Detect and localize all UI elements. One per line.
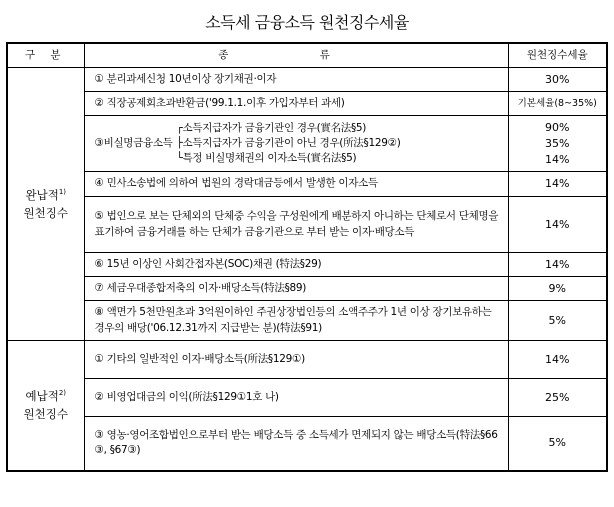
sub-item: ┌소득지급자가 금융기관인 경우(實名法§5) bbox=[176, 121, 367, 134]
item-nonreal-name bbox=[84, 116, 508, 172]
item-label: ③비실명금융소득 bbox=[94, 136, 173, 149]
item-rate: 14% bbox=[508, 197, 607, 253]
item-text: ③ 영농·영어조합법인으로부터 받는 배당소득 중 소득세가 면제되지 않는 배당소득(特法§66 ③, §67③) bbox=[84, 417, 508, 471]
table-row bbox=[7, 301, 607, 341]
table-row bbox=[7, 172, 607, 197]
sub-item: └특정 비실명채권의 이자소득(實名法§5) bbox=[176, 152, 357, 165]
table-row bbox=[7, 68, 607, 92]
table-row bbox=[7, 197, 607, 253]
item-rate: 5% bbox=[508, 301, 607, 341]
table-row bbox=[7, 417, 607, 471]
item-rate: 기본세율(8~35%) bbox=[508, 92, 607, 116]
item-rate: 5% bbox=[508, 417, 607, 471]
header-rate: 원천징수세율 bbox=[508, 43, 607, 68]
item-text: ④ 민사소송법에 의하여 법원의 경락대금등에서 발생한 이자소득 bbox=[84, 172, 508, 197]
category-label: 원천징수 bbox=[23, 407, 68, 422]
category-label: 원천징수 bbox=[23, 206, 68, 220]
category-label: 예납적 bbox=[25, 388, 59, 403]
item-rate: 35% bbox=[545, 136, 570, 150]
footnote-mark: 1) bbox=[58, 187, 66, 196]
item-rate: 90% bbox=[545, 120, 570, 134]
table-row bbox=[7, 277, 607, 301]
item-text: ⑤ 법인으로 보는 단체외의 단체중 수익을 구성원에게 배분하지 아니하는 단체로서 단체명을 표기하여 금융거래를 하는 단체가 금융기관으로 부터 받는 이자·배당소득 bbox=[84, 197, 508, 253]
item-text: ⑧ 액면가 5천만원초과 3억원이하인 주권상장법인등의 소액주주가 1년 이상 장기보유하는 경우의 배당('06.12.31까지 지급받는 분)(特法§91) bbox=[84, 301, 508, 341]
item-rate: 14% bbox=[508, 172, 607, 197]
item-text: ⑦ 세금우대종합저축의 이자·배당소득(特法§89) bbox=[84, 277, 508, 301]
table-row bbox=[7, 116, 607, 172]
item-rate: 30% bbox=[508, 68, 607, 92]
table-row bbox=[7, 92, 607, 116]
tax-rate-table bbox=[6, 42, 608, 472]
category-cell-prepaid bbox=[7, 341, 84, 471]
item-text: ① 분리과세신청 10년이상 장기채권·이자 bbox=[84, 68, 508, 92]
table-row bbox=[7, 341, 607, 379]
item-rate: 14% bbox=[545, 152, 570, 166]
item-rate: 25% bbox=[508, 379, 607, 417]
header-category: 구 분 bbox=[7, 43, 84, 68]
category-cell-final bbox=[7, 68, 84, 341]
item-rate: 14% bbox=[508, 253, 607, 277]
table-row bbox=[7, 253, 607, 277]
page-title: 소득세 금융소득 원천징수세율 bbox=[205, 13, 409, 32]
item-text: ① 기타의 일반적인 이자·배당소득(所法§129①) bbox=[84, 341, 508, 379]
sub-item: ├소득지급자가 금융기관이 아닌 경우(所法§129②) bbox=[176, 136, 401, 149]
item-rate: 9% bbox=[508, 277, 607, 301]
header-type: 종 류 bbox=[84, 43, 508, 68]
table-header-row bbox=[7, 43, 607, 68]
item-rate: 14% bbox=[508, 341, 607, 379]
item-text: ⑥ 15년 이상인 사회간접자본(SOC)채권 (特法§29) bbox=[84, 253, 508, 277]
footnote-mark: 2) bbox=[58, 389, 66, 398]
item-text: ② 비영업대금의 이익(所法§129①1호 나) bbox=[84, 379, 508, 417]
table-row bbox=[7, 379, 607, 417]
item-text: ② 직장공제회초과반환금('99.1.1.이후 가입자부터 과세) bbox=[84, 92, 508, 116]
category-label: 완납적 bbox=[25, 187, 59, 202]
item-rate-multi bbox=[508, 116, 607, 172]
